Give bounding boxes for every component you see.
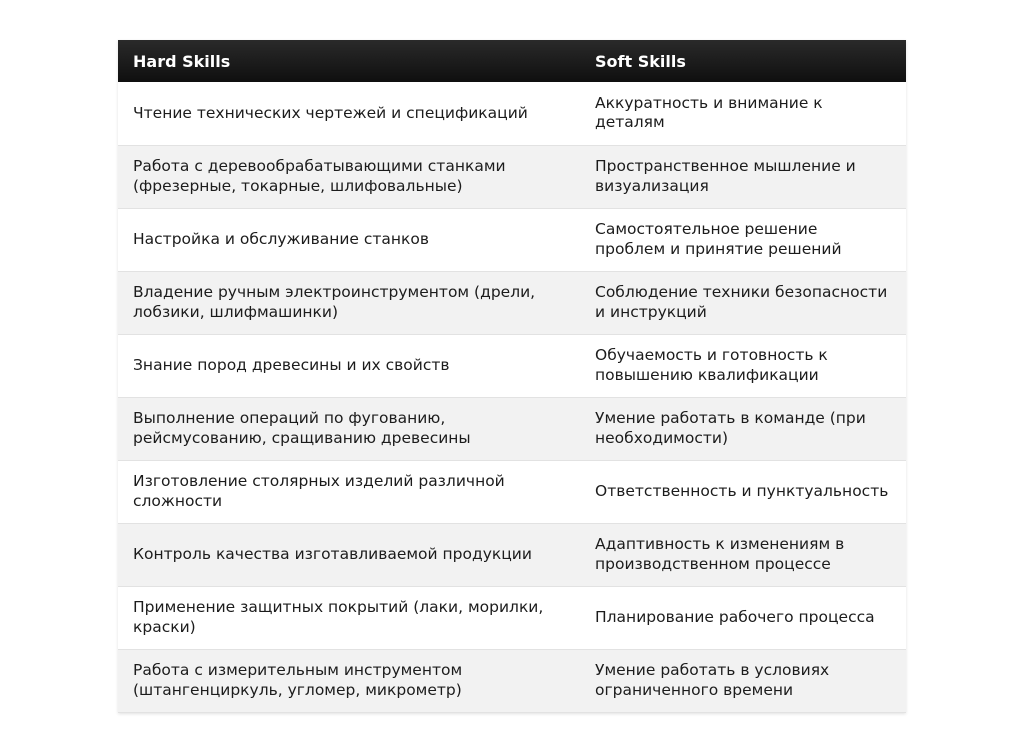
header-soft-skills: Soft Skills	[595, 51, 686, 71]
soft-skill-cell: Аккуратность и внимание к деталям	[580, 82, 906, 145]
table-row	[118, 145, 906, 208]
soft-skill-cell: Умение работать в условиях ограниченного времени	[580, 649, 906, 712]
hard-skill-cell: Владение ручным электроинструментом (дрели, лобзики, шлифмашинки)	[118, 271, 580, 334]
table-row	[118, 397, 906, 460]
soft-skill-cell: Планирование рабочего процесса	[580, 586, 906, 649]
hard-skill-cell: Контроль качества изготавливаемой продукции	[118, 523, 580, 586]
hard-skill-cell: Выполнение операций по фугованию, рейсмусованию, сращиванию древесины	[118, 397, 580, 460]
soft-skill-cell: Умение работать в команде (при необходимости)	[580, 397, 906, 460]
hard-skill-cell: Знание пород древесины и их свойств	[118, 334, 580, 397]
soft-skill-cell: Ответственность и пунктуальность	[580, 460, 906, 523]
soft-skill-cell: Пространственное мышление и визуализация	[580, 145, 906, 208]
table-row	[118, 649, 906, 712]
header-hard-skills: Hard Skills	[133, 51, 231, 71]
skills-table	[118, 40, 906, 713]
hard-skill-cell: Чтение технических чертежей и спецификаций	[118, 82, 580, 145]
table-body	[118, 82, 906, 712]
hard-skill-cell: Применение защитных покрытий (лаки, морилки, краски)	[118, 586, 580, 649]
hard-skill-cell: Изготовление столярных изделий различной сложности	[118, 460, 580, 523]
table-row	[118, 208, 906, 271]
hard-skill-cell: Работа с измерительным инструментом (штангенциркуль, угломер, микрометр)	[118, 649, 580, 712]
soft-skill-cell: Самостоятельное решение проблем и принятие решений	[580, 208, 906, 271]
table-row	[118, 586, 906, 649]
table-header	[118, 40, 906, 82]
table-row	[118, 271, 906, 334]
hard-skill-cell: Работа с деревообрабатывающими станками (фрезерные, токарные, шлифовальные)	[118, 145, 580, 208]
soft-skill-cell: Адаптивность к изменениям в производственном процессе	[580, 523, 906, 586]
hard-skill-cell: Настройка и обслуживание станков	[118, 208, 580, 271]
table-row	[118, 460, 906, 523]
header-row	[118, 40, 906, 82]
table-row	[118, 523, 906, 586]
soft-skill-cell: Обучаемость и готовность к повышению квалификации	[580, 334, 906, 397]
table-row	[118, 334, 906, 397]
soft-skill-cell: Соблюдение техники безопасности и инструкций	[580, 271, 906, 334]
table-row	[118, 82, 906, 145]
